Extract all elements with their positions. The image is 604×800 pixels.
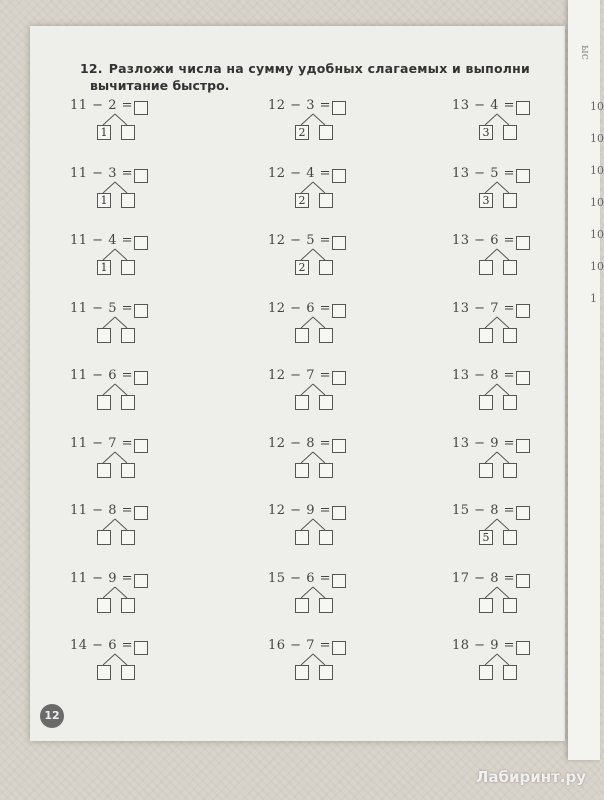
adjacent-page-number: 1 (590, 292, 597, 305)
decomposition-box-left[interactable]: 1 (97, 193, 111, 208)
decomposition-box-left[interactable] (97, 328, 111, 343)
decomposition-box-right[interactable] (503, 328, 517, 343)
decomposition-box-right[interactable] (503, 463, 517, 478)
problem-item (268, 571, 368, 619)
adjacent-page-number: 10 (590, 228, 604, 241)
problem-expression: 17 − 8 = (452, 570, 515, 586)
decomposition-box-left[interactable]: 3 (479, 193, 493, 208)
problem-item (70, 301, 170, 349)
decomposition-box-left[interactable] (97, 530, 111, 545)
problem-expression: 18 − 9 = (452, 638, 515, 653)
decomposition-box-right[interactable] (121, 665, 135, 680)
decomposition-box-right[interactable] (503, 193, 517, 208)
problem-item (268, 166, 368, 214)
decomposition-box-right[interactable] (121, 598, 135, 613)
problem-expression: 11 − 5 = (70, 300, 133, 316)
decomposition-box-right[interactable] (121, 530, 135, 545)
decomposition-box-left[interactable] (479, 260, 493, 275)
decomposition-box-right[interactable] (319, 260, 333, 275)
decomposition-box-left[interactable]: 3 (479, 125, 493, 140)
problem-expression: 12 − 8 = (268, 435, 331, 451)
problem-expression: 12 − 9 = (268, 503, 331, 518)
decomposition-box-right[interactable] (121, 125, 135, 140)
adjacent-page-edge (568, 0, 604, 760)
decomposition-box-right[interactable] (503, 530, 517, 545)
decomposition-box-right[interactable] (319, 530, 333, 545)
adjacent-page-label: ыс (578, 45, 592, 60)
problem-expression: 11 − 2 = (70, 98, 133, 113)
problem-expression: 13 − 9 = (452, 435, 515, 451)
decomposition-box-left[interactable]: 2 (295, 125, 309, 140)
decomposition-box-right[interactable] (319, 125, 333, 140)
decomposition-box-left[interactable] (479, 328, 493, 343)
problem-item (70, 503, 170, 551)
decomposition-box-right[interactable] (503, 260, 517, 275)
decomposition-box-left[interactable] (97, 665, 111, 680)
problem-item (452, 301, 552, 349)
decomposition-box-left[interactable] (97, 463, 111, 478)
problem-item (268, 233, 368, 281)
decomposition-box-left[interactable] (479, 598, 493, 613)
decomposition-box-right[interactable] (121, 193, 135, 208)
adjacent-page-number: 10 (590, 196, 604, 209)
problem-item (268, 98, 368, 146)
decomposition-box-left[interactable] (479, 665, 493, 680)
decomposition-box-left[interactable] (97, 598, 111, 613)
decomposition-box-left[interactable] (295, 530, 309, 545)
decomposition-box-right[interactable] (503, 598, 517, 613)
decomposition-box-right[interactable] (319, 463, 333, 478)
decomposition-box-right[interactable] (319, 598, 333, 613)
problem-item (268, 301, 368, 349)
problem-item (268, 436, 368, 484)
problem-expression: 14 − 6 = (70, 638, 133, 653)
problem-expression: 13 − 8 = (452, 368, 515, 383)
problem-expression: 11 − 6 = (70, 368, 133, 383)
problem-item (70, 233, 170, 281)
task-instruction (80, 60, 540, 94)
decomposition-box-left[interactable] (479, 395, 493, 410)
adjacent-page-number: 10 (590, 260, 604, 273)
decomposition-box-right[interactable] (503, 125, 517, 140)
adjacent-page-number: 10 (590, 100, 604, 113)
decomposition-box-left[interactable] (479, 463, 493, 478)
problem-item (452, 571, 552, 619)
decomposition-box-left[interactable]: 5 (479, 530, 493, 545)
decomposition-box-left[interactable] (295, 598, 309, 613)
problem-expression: 11 − 9 = (70, 570, 133, 586)
problem-item (452, 638, 552, 686)
page-number-badge: 12 (40, 704, 64, 728)
decomposition-box-left[interactable]: 2 (295, 260, 309, 275)
decomposition-box-right[interactable] (121, 395, 135, 410)
decomposition-box-left[interactable] (295, 463, 309, 478)
problem-expression: 15 − 8 = (452, 503, 515, 518)
problem-expression: 11 − 8 = (70, 503, 133, 518)
problem-item (452, 368, 552, 416)
problem-item (452, 436, 552, 484)
problem-expression: 12 − 5 = (268, 233, 331, 248)
problem-item (452, 233, 552, 281)
problem-item (452, 166, 552, 214)
exercise-grid (70, 98, 550, 698)
problem-expression: 11 − 3 = (70, 165, 133, 181)
problem-expression: 11 − 4 = (70, 233, 133, 248)
decomposition-box-right[interactable] (319, 665, 333, 680)
problem-item (70, 571, 170, 619)
decomposition-box-right[interactable] (503, 395, 517, 410)
decomposition-box-left[interactable]: 2 (295, 193, 309, 208)
decomposition-box-left[interactable]: 1 (97, 260, 111, 275)
decomposition-box-left[interactable] (295, 395, 309, 410)
problem-expression: 12 − 4 = (268, 165, 331, 181)
task-text-line2: вычитание быстро. (90, 78, 230, 93)
decomposition-box-right[interactable] (319, 193, 333, 208)
problem-expression: 12 − 6 = (268, 300, 331, 316)
problem-item (268, 503, 368, 551)
task-number: 12. (80, 61, 103, 76)
decomposition-box-right[interactable] (319, 395, 333, 410)
problem-expression: 13 − 5 = (452, 165, 515, 181)
problem-expression: 13 − 6 = (452, 233, 515, 248)
problem-expression: 16 − 7 = (268, 638, 331, 653)
decomposition-box-left[interactable] (295, 665, 309, 680)
problem-item (70, 638, 170, 686)
watermark: Лабиринт.ру (475, 768, 586, 786)
decomposition-box-right[interactable] (121, 328, 135, 343)
adjacent-page-number: 10 (590, 132, 604, 145)
problem-expression: 11 − 7 = (70, 435, 133, 451)
problem-expression: 13 − 4 = (452, 98, 515, 113)
problem-expression: 13 − 7 = (452, 300, 515, 316)
problem-expression: 12 − 7 = (268, 368, 331, 383)
problem-item (70, 166, 170, 214)
decomposition-box-left[interactable] (295, 328, 309, 343)
decomposition-box-right[interactable] (121, 463, 135, 478)
decomposition-box-right[interactable] (121, 260, 135, 275)
task-text-line1: Разложи числа на сумму удобных слагаемых и выполни (108, 61, 530, 76)
decomposition-box-left[interactable] (97, 395, 111, 410)
problem-item (70, 368, 170, 416)
adjacent-page-number: 10 (590, 164, 604, 177)
problem-item (268, 368, 368, 416)
problem-item (452, 503, 552, 551)
problem-item (70, 436, 170, 484)
problem-expression: 12 − 3 = (268, 98, 331, 113)
decomposition-box-right[interactable] (503, 665, 517, 680)
problem-item (70, 98, 170, 146)
decomposition-box-left[interactable]: 1 (97, 125, 111, 140)
problem-item (452, 98, 552, 146)
decomposition-box-right[interactable] (319, 328, 333, 343)
problem-item (268, 638, 368, 686)
problem-expression: 15 − 6 = (268, 570, 331, 586)
